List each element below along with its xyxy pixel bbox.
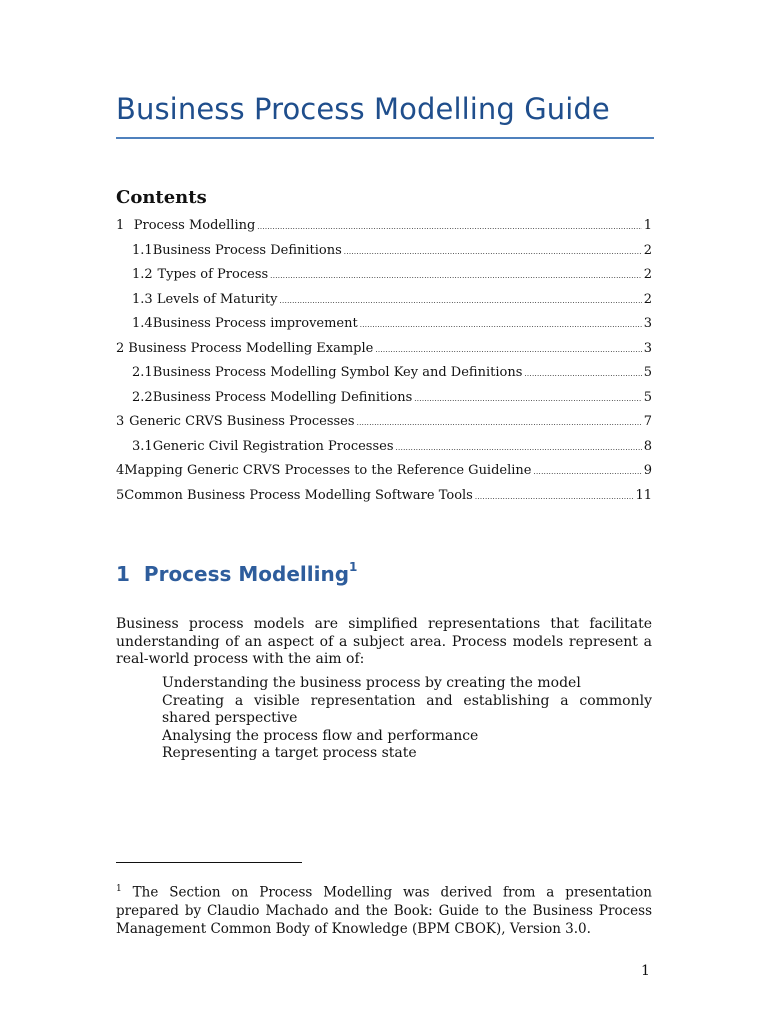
toc-dot-leader [357,411,642,436]
toc-dot-leader [280,289,642,314]
toc-entry-title: Process Modelling [133,218,256,233]
footnote-text: The Section on Process Modelling was derived from a presentation prepared by Claudio Machado and the Book: Guide to the Business Process Management Common Body of Knowledge (BPM CBOK), Version 3.0. [116,884,653,937]
toc-entry-page: 2 [643,242,652,258]
section-title: Process Modelling [143,562,350,586]
footnote [116,880,652,938]
toc-dot-leader [270,264,642,289]
aims-list-item: Representing a target process state [162,745,417,761]
toc-entry-title: Business Process Modelling Definitions [152,389,413,405]
toc-entry-title: Business Process Modelling Symbol Key and Definitions [152,365,523,380]
toc-entry-page: 5 [643,389,652,405]
toc-dot-leader [375,338,641,363]
section-heading [116,562,357,586]
toc-entry[interactable] [116,361,652,386]
toc-entry[interactable] [116,214,652,239]
toc-entry-number: 1.4 [132,316,153,331]
toc-entry-number: 1.1 [132,242,153,258]
intro-paragraph: Business process models are simplified representations that facilitate understanding of an aspect of a subject area. Process models represent a real-world process with the aim of: [116,616,652,667]
toc-entry-number: 1.2 [132,267,153,282]
toc-entry-page: 11 [635,487,652,503]
toc-entry-page: 3 [643,340,652,356]
toc-entry-title: Generic Civil Registration Processes [152,438,394,454]
toc-entry[interactable] [116,484,652,509]
toc-entry-title: Levels of Maturity [156,291,278,307]
footnote-reference[interactable]: 1 [349,560,358,575]
toc-entry[interactable] [116,263,652,288]
toc-dot-leader [344,240,642,265]
toc-entry-number: 3 [116,414,125,429]
toc-entry-title: Types of Process [157,267,269,282]
toc-entry[interactable] [116,337,652,362]
section-number: 1 [116,562,130,586]
toc-entry-title: Generic CRVS Business Processes [129,414,355,429]
toc-entry-number: 1 [116,218,125,233]
aims-list [162,675,652,763]
toc-entry-title: Business Process improvement [152,316,358,331]
footnote-marker: 1 [116,884,122,894]
toc-entry-number: 2.1 [132,365,153,380]
toc-dot-leader [534,460,642,485]
aims-list-item: Understanding the business process by creating the model [162,675,581,691]
toc-dot-leader [360,313,642,338]
toc-entry-page: 3 [643,316,652,331]
toc-entry[interactable] [116,312,652,337]
toc-dot-leader [257,215,641,240]
table-of-contents [116,214,652,508]
toc-entry-title: Business Process Modelling Example [128,340,374,356]
toc-entry-title: Business Process Definitions [152,242,342,258]
toc-entry-number: 2 [116,340,125,356]
toc-entry-number: 3.1 [132,438,153,454]
toc-dot-leader [396,436,642,461]
contents-heading: Contents [116,187,207,208]
toc-entry-number: 5 [116,487,125,503]
toc-entry[interactable] [116,288,652,313]
toc-entry[interactable] [116,410,652,435]
toc-dot-leader [475,485,634,510]
toc-entry-page: 2 [643,291,652,307]
toc-entry-page: 2 [643,267,652,282]
toc-entry[interactable] [116,459,652,484]
aims-list-item: Creating a visible representation and establishing a commonly shared perspective [162,692,652,726]
toc-entry[interactable] [116,386,652,411]
toc-entry-number: 2.2 [132,389,153,405]
toc-entry-page: 9 [643,463,652,478]
toc-entry-page: 1 [643,218,652,233]
toc-entry[interactable] [116,239,652,264]
toc-entry-title: Mapping Generic CRVS Processes to the Reference Guideline [124,463,532,478]
title-rule [116,137,654,139]
toc-dot-leader [524,362,641,387]
toc-entry-title: Common Business Process Modelling Software Tools [124,487,473,503]
toc-entry-number: 4 [116,463,125,478]
toc-entry-number: 1.3 [132,291,153,307]
toc-entry[interactable] [116,435,652,460]
toc-entry-page: 7 [643,414,652,429]
page-number: 1 [641,963,650,979]
footnote-separator [116,862,302,863]
toc-entry-page: 5 [643,365,652,380]
toc-entry-page: 8 [643,438,652,454]
aims-list-item: Analysing the process flow and performance [162,727,479,744]
toc-dot-leader [414,387,641,412]
document-title: Business Process Modelling Guide [116,92,610,126]
